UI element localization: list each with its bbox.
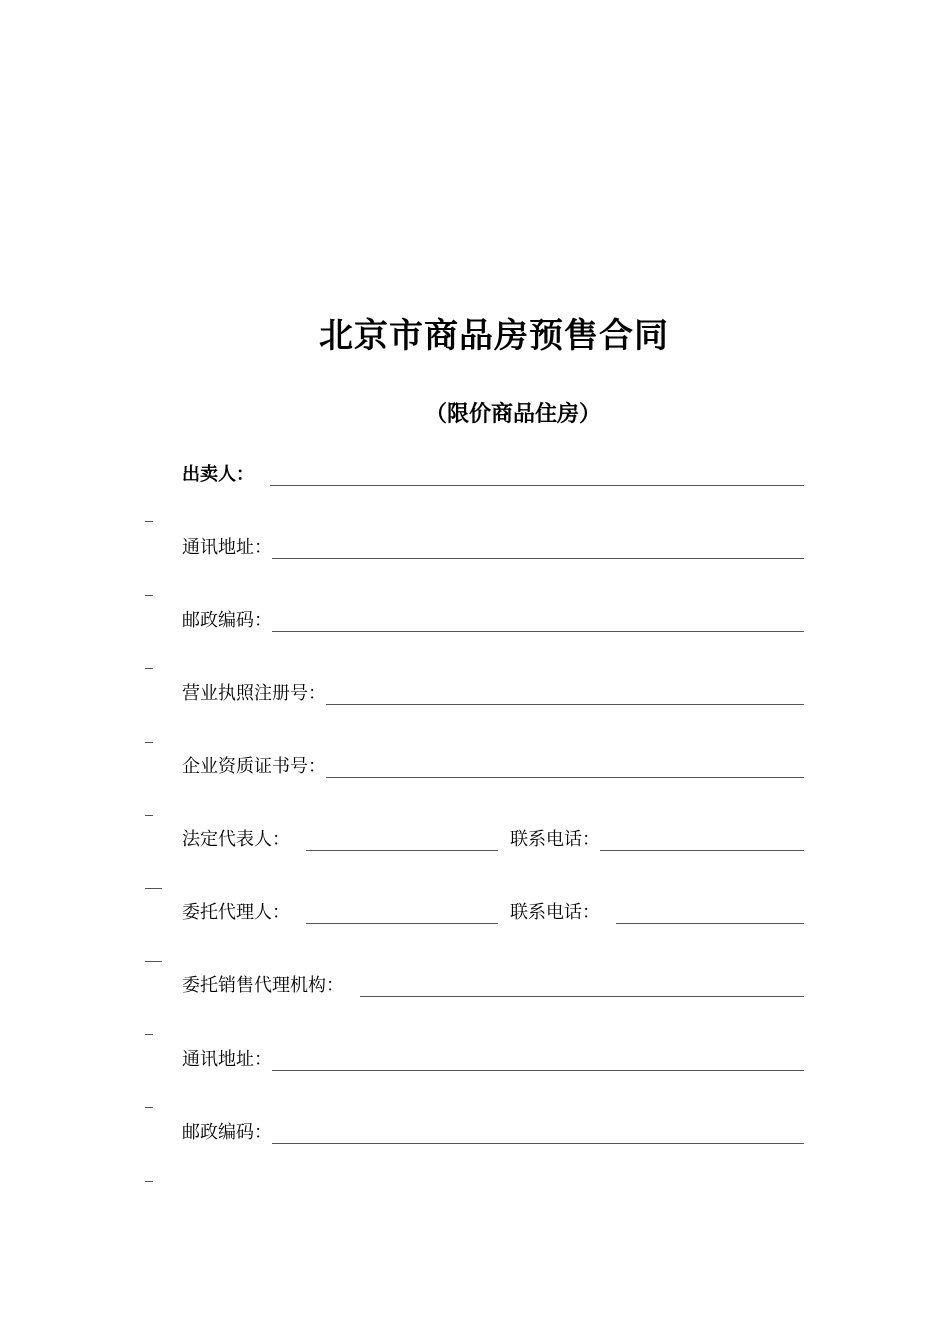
seller-postcode-blank[interactable] — [272, 631, 804, 632]
agent-label: 委托代理人： — [182, 902, 290, 923]
seller-postcode-label: 邮政编码： — [182, 610, 272, 631]
agent-row — [182, 896, 804, 924]
business-license-label: 营业执照注册号： — [182, 683, 326, 704]
seller-address-row — [182, 531, 804, 559]
document-title: 北京市商品房预售合同 — [319, 316, 669, 356]
agency-address-blank[interactable] — [272, 1070, 804, 1071]
qualification-cert-blank[interactable] — [326, 777, 804, 778]
line-continuation-mark — [145, 595, 153, 596]
agency-postcode-label: 邮政编码： — [182, 1122, 272, 1143]
sales-agency-label: 委托销售代理机构： — [182, 975, 344, 996]
seller-blank[interactable] — [270, 485, 804, 486]
legal-rep-phone-label: 联系电话： — [510, 829, 600, 850]
seller-row — [182, 458, 804, 486]
legal-rep-row — [182, 823, 804, 851]
business-license-row — [182, 677, 804, 705]
qualification-cert-label: 企业资质证书号： — [182, 756, 326, 777]
legal-rep-label: 法定代表人： — [182, 829, 290, 850]
line-continuation-mark — [145, 668, 153, 669]
qualification-cert-row — [182, 750, 804, 778]
agency-address-row — [182, 1043, 804, 1071]
line-continuation-mark — [145, 961, 162, 962]
legal-rep-blank[interactable] — [306, 850, 498, 851]
document-subtitle: （限价商品住房） — [424, 402, 601, 427]
legal-rep-phone-blank[interactable] — [600, 850, 804, 851]
agency-address-label: 通讯地址： — [182, 1049, 272, 1070]
agency-postcode-row — [182, 1116, 804, 1144]
line-continuation-mark — [145, 1034, 153, 1035]
agent-phone-label: 联系电话： — [510, 902, 600, 923]
seller-address-blank[interactable] — [272, 558, 804, 559]
line-continuation-mark — [145, 1181, 153, 1182]
line-continuation-mark — [145, 742, 153, 743]
business-license-blank[interactable] — [326, 704, 804, 705]
line-continuation-mark — [145, 815, 153, 816]
sales-agency-row — [182, 969, 804, 997]
seller-address-label: 通讯地址： — [182, 537, 272, 558]
agent-phone-blank[interactable] — [616, 923, 804, 924]
seller-postcode-row — [182, 604, 804, 632]
sales-agency-blank[interactable] — [360, 996, 804, 997]
line-continuation-mark — [145, 1107, 153, 1108]
line-continuation-mark — [145, 521, 153, 522]
seller-label: 出卖人： — [182, 464, 254, 485]
agent-blank[interactable] — [306, 923, 498, 924]
agency-postcode-blank[interactable] — [272, 1143, 804, 1144]
line-continuation-mark — [145, 888, 162, 889]
